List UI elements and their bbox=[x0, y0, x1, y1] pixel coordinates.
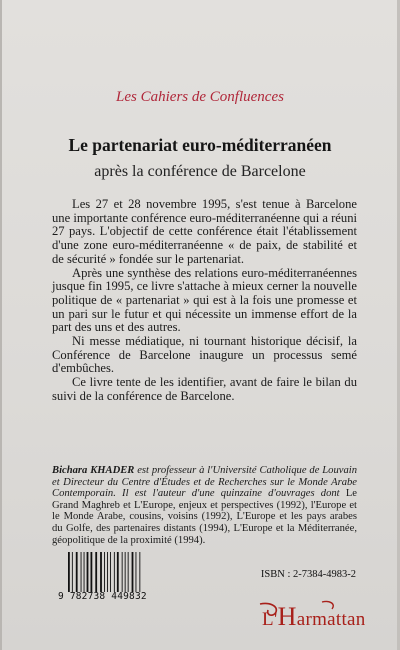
barcode-bar bbox=[95, 552, 97, 592]
blurb-paragraph: Après une synthèse des relations euro-méditerranéennes jusque fin 1995, ce livre s'attache à mieux cerner la nouvelle politique de « partenariat » qui est à la fois une promesse et un pari sur le futur et qui nécessite un immense effort de la part des uns et des autres. bbox=[52, 265, 357, 335]
barcode-bar bbox=[100, 552, 102, 592]
isbn: ISBN : 2-7384-4983-2 bbox=[260, 569, 356, 580]
publisher-name: L'Harmattan bbox=[262, 602, 366, 631]
author-bio bbox=[52, 465, 357, 546]
barcode-digits: 9 782738 449832 bbox=[58, 591, 147, 602]
series-title: Les Cahiers de Confluences bbox=[116, 89, 284, 105]
barcode-bar bbox=[128, 552, 129, 592]
barcode-bar bbox=[76, 552, 78, 592]
barcode bbox=[67, 552, 157, 592]
barcode-bar bbox=[107, 552, 108, 592]
book-subtitle: après la conférence de Barcelone bbox=[94, 163, 306, 180]
author-works: Le Grand Maghreb et L'Europe, enjeux et perspectives (1992), l'Europe et le Monde Arabe, cousins, voisins (1992), L'Europe et les pays arabes du Golfe, des partenaires distants (1994), L'Europe et la Méditerranée, géopolitique de la proximité (1994). bbox=[52, 488, 357, 546]
barcode-bar bbox=[125, 552, 126, 592]
barcode-bar bbox=[91, 552, 93, 592]
blurb-paragraph: Les 27 et 28 novembre 1995, s'est tenue à Barcelone une importante conférence euro-méditerranéenne qui a réuni 27 pays. L'objectif de cette conférence était l'établissement d'une zone euro-méditerranéenne « de paix, de stabilité et de sécurité » fondée sur le partenariat. bbox=[52, 197, 357, 266]
barcode-bar bbox=[104, 552, 105, 592]
blurb-text bbox=[52, 198, 357, 404]
barcode-bar bbox=[68, 552, 70, 592]
barcode-bar bbox=[117, 552, 119, 592]
author-bio-intro: est professeur à l'Université Catholique de Louvain et Directeur du Centre d'Études et de Recherches sur le Monde Arabe Contemporain. Il est l'auteur d'une quinzaine d'ouvrages dont bbox=[52, 465, 358, 500]
barcode-bar bbox=[132, 552, 134, 592]
publisher-name-rest: armattan bbox=[296, 609, 366, 630]
barcode-bar bbox=[72, 552, 73, 592]
barcode-bar bbox=[110, 552, 111, 592]
barcode-bar bbox=[87, 552, 89, 592]
blurb-paragraph: Ni messe médiatique, ni tournant historique décisif, la Conférence de Barcelone inaugure un processus semé d'embûches. bbox=[52, 334, 357, 376]
barcode-bar bbox=[122, 552, 123, 592]
barcode-bar bbox=[81, 552, 82, 592]
author-name: Bichara KHADER bbox=[52, 465, 135, 476]
barcode-bar bbox=[136, 552, 137, 592]
barcode-bar bbox=[139, 552, 140, 592]
barcode-bar bbox=[114, 552, 115, 592]
blurb-paragraph: Ce livre tente de les identifier, avant de faire le bilan du suivi de la conférence de Barcelone. bbox=[52, 375, 357, 403]
book-title: Le partenariat euro-méditerranéen bbox=[68, 135, 332, 155]
barcode-bar bbox=[84, 552, 85, 592]
